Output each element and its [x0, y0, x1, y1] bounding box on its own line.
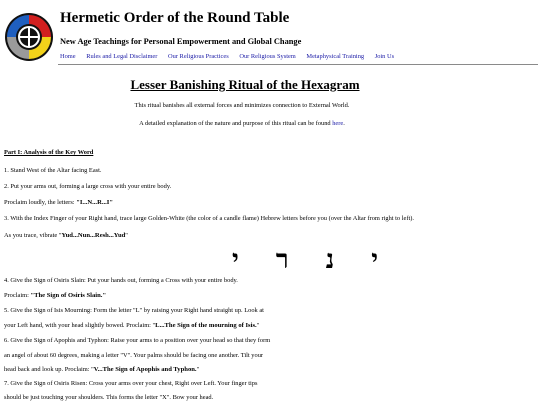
step-2: 2. Put your arms out, forming a large cross with your entire body.: [4, 183, 172, 190]
step-3-vibrate: As you trace, vibrate "Yud...Nun...Resh...Yud": [4, 232, 128, 239]
circle-cross-logo-icon[interactable]: [4, 12, 54, 62]
step-3: 3. With the Index Finger of your Right hand, trace large Golden-White (the color of a candle flame) Hebrew letters before you (over the Altar from right to left).: [4, 215, 414, 222]
step-7-cont: should be just touching your shoulders. This forms the letter "X". Bow your head.: [4, 394, 214, 401]
nav-join[interactable]: Join Us: [374, 53, 395, 60]
hebrew-letters: י נ ר י: [232, 245, 393, 275]
step-5: 5. Give the Sign of Isis Mourning: Form the letter "L" by raising your Right hand straight up. Look at: [4, 307, 264, 314]
site-header: [0, 0, 540, 66]
page-title: Lesser Banishing Ritual of the Hexagram: [130, 77, 360, 92]
nav-home[interactable]: Home: [60, 53, 76, 60]
nav-rules[interactable]: Rules and Legal Disclaimer: [86, 53, 158, 60]
site-tagline: New Age Teachings for Personal Empowerment and Global Change: [60, 37, 302, 46]
step-7: 7. Give the Sign of Osiris Risen: Cross your arms over your chest, Right over Left. Your finger tips: [4, 380, 258, 387]
step-6-proclaim: head back and look up. Proclaim: "V...The Sign of Apophis and Typhon.": [4, 366, 200, 373]
main-nav: [60, 53, 403, 60]
step-1: 1. Stand West of the Altar facing East.: [4, 167, 102, 174]
nav-practices[interactable]: Our Religious Practices: [168, 53, 229, 60]
step-5-proclaim: your Left hand, with your head slightly bowed. Proclaim: "L...The Sign of the mourning of Isis.": [4, 322, 260, 329]
step-6: 6. Give the Sign of Apophis and Typhon: Raise your arms to a position over your head so that they form: [4, 337, 271, 344]
step-4: 4. Give the Sign of Osiris Slain: Put your hands out, forming a Cross with your entire body.: [4, 277, 238, 284]
nav-system[interactable]: Our Religious System: [239, 53, 296, 60]
nav-training[interactable]: Metaphysical Training: [306, 53, 365, 60]
site-title: Hermetic Order of the Round Table: [60, 10, 290, 26]
here-link[interactable]: here: [332, 120, 344, 127]
header-divider: [58, 64, 538, 65]
step-6-cont: an angel of about 60 degrees, making a letter "V". Your palms should be facing one another. Tilt your: [4, 352, 264, 359]
step-2-proclaim: Proclaim loudly, the letters: "I...N...R...I": [4, 199, 114, 206]
intro-text: This ritual banishes all external forces and minimizes connection to External World.: [134, 102, 350, 109]
section-heading: Part I: Analysis of the Key Word: [4, 149, 94, 156]
step-4-proclaim: Proclaim: "The Sign of Osiris Slain.": [4, 292, 107, 299]
intro-link-line: A detailed explanation of the nature and purpose of this ritual can be found here.: [139, 120, 345, 127]
